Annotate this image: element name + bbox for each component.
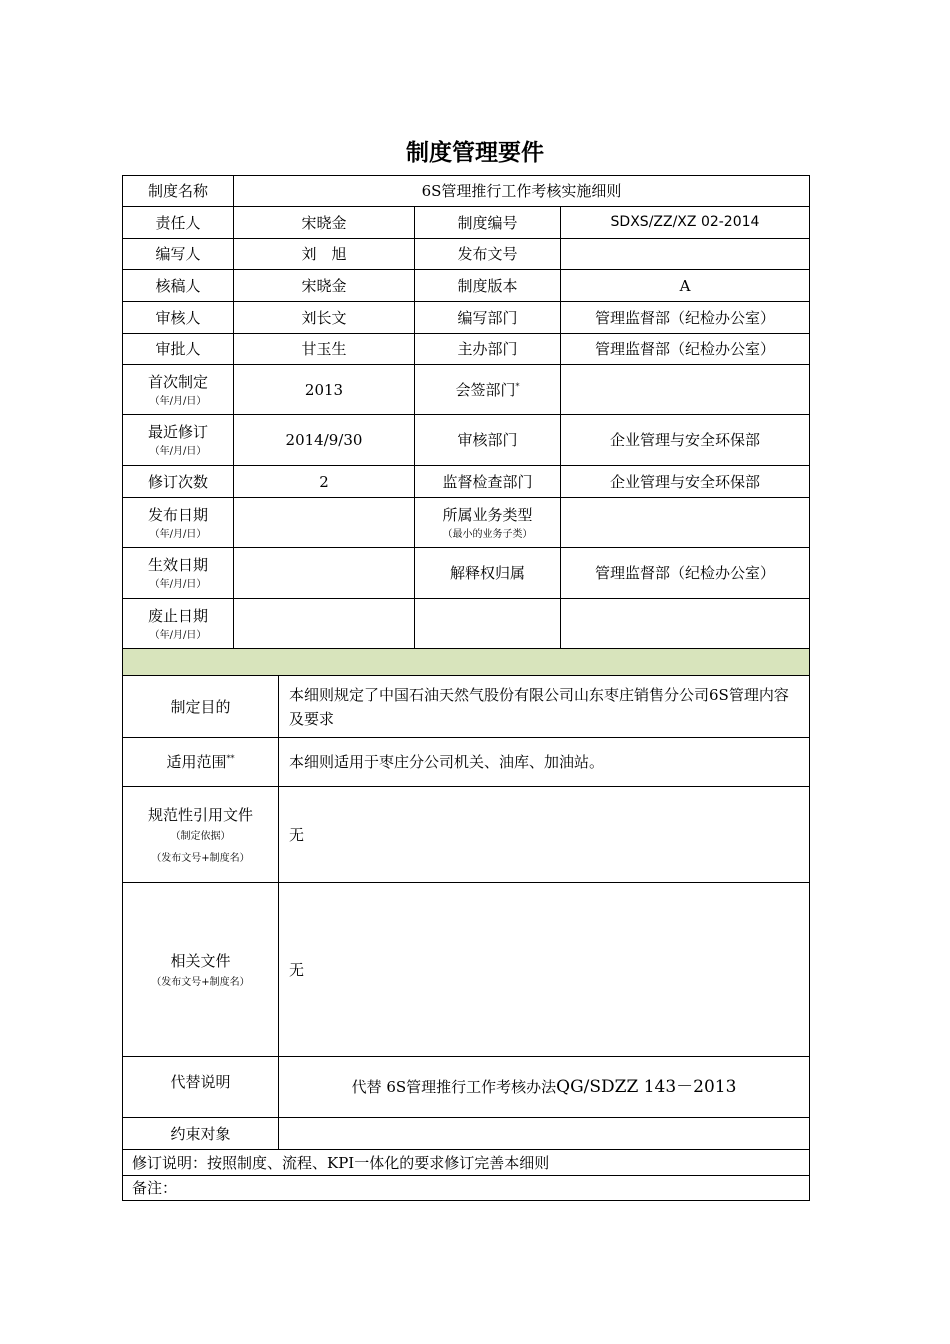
scope-label: 适用范围 bbox=[166, 753, 227, 771]
date-format-note: （年/月/日） bbox=[149, 528, 207, 540]
version-value: A bbox=[679, 276, 691, 295]
reviewer-value: 刘长文 bbox=[301, 308, 347, 327]
host-dept-label: 主办部门 bbox=[457, 340, 518, 358]
scope-value: 本细则适用于枣庄分公司机关、油库、加油站。 bbox=[289, 753, 605, 771]
proofreader-label: 核稿人 bbox=[155, 276, 201, 295]
normative-label: 规范性引用文件 bbox=[147, 805, 253, 824]
effective-date-label: 生效日期 bbox=[147, 556, 208, 574]
version-label: 制度版本 bbox=[457, 276, 518, 295]
policy-number-label: 制度编号 bbox=[457, 213, 518, 232]
scope-cell bbox=[123, 738, 278, 786]
first-made-cell bbox=[123, 365, 233, 414]
writing-dept-label: 编写部门 bbox=[457, 308, 518, 327]
effective-date-cell bbox=[123, 548, 233, 598]
approver-value: 甘玉生 bbox=[301, 340, 347, 358]
writer-label: 编写人 bbox=[155, 245, 201, 263]
business-type-cell bbox=[415, 498, 560, 547]
approver-label: 审批人 bbox=[155, 340, 201, 358]
first-made-label: 首次制定 bbox=[147, 372, 208, 391]
constraint-label: 约束对象 bbox=[170, 1124, 231, 1143]
remarks: 备注： bbox=[132, 1179, 178, 1197]
abolish-date-value bbox=[234, 599, 414, 648]
replace-value-prefix: 代替 6S管理推行工作考核办法 bbox=[351, 1077, 557, 1096]
supervise-dept-label: 监督检查部门 bbox=[442, 472, 533, 491]
constraint-value bbox=[279, 1118, 809, 1149]
countersign-cell bbox=[415, 365, 560, 414]
issue-number-label: 发布文号 bbox=[457, 245, 518, 263]
issue-number-value bbox=[561, 239, 809, 269]
last-revised-value: 2014/9/30 bbox=[285, 431, 363, 449]
date-format-note: （年/月/日） bbox=[149, 579, 207, 590]
first-made-value: 2013 bbox=[304, 380, 344, 399]
review-dept-value: 企业管理与安全环保部 bbox=[609, 431, 760, 449]
writer-value: 刘 旭 bbox=[301, 245, 347, 263]
normative-note-basis: （制定依据） bbox=[170, 830, 231, 842]
business-type-note: （最小的业务子类） bbox=[442, 528, 533, 540]
effective-date-value bbox=[234, 548, 414, 598]
replace-cell bbox=[279, 1057, 809, 1117]
review-dept-label: 审核部门 bbox=[457, 431, 518, 449]
host-dept-value: 管理监督部（纪检办公室） bbox=[594, 340, 775, 358]
abolish-date-cell bbox=[123, 599, 233, 648]
purpose-value: 本细则规定了中国石油天然气股份有限公司山东枣庄销售分公司6S管理内容及要求 bbox=[289, 685, 789, 728]
last-revised-label: 最近修订 bbox=[147, 423, 208, 441]
scope-mark: ** bbox=[226, 754, 235, 763]
publish-date-cell bbox=[123, 498, 233, 547]
table-rule bbox=[122, 648, 810, 649]
reviewer-label: 审核人 bbox=[155, 308, 201, 327]
publish-date-label: 发布日期 bbox=[147, 505, 208, 524]
date-format-note: （年/月/日） bbox=[149, 395, 207, 407]
responsible-value: 宋晓金 bbox=[301, 213, 347, 232]
interpretation-value: 管理监督部（纪检办公室） bbox=[594, 564, 775, 582]
policy-name-label: 制度名称 bbox=[147, 182, 208, 200]
policy-name-value: 6S管理推行工作考核实施细则 bbox=[421, 182, 622, 200]
table-border-right bbox=[809, 175, 810, 1201]
countersign-label: 会签部门 bbox=[455, 380, 516, 399]
countersign-mark: * bbox=[515, 381, 520, 391]
normative-cell bbox=[123, 787, 278, 882]
responsible-label: 责任人 bbox=[155, 213, 201, 232]
revision-count-value: 2 bbox=[319, 472, 329, 491]
date-format-note: （年/月/日） bbox=[149, 446, 207, 457]
policy-number-value: SDXS/ZZ/XZ 02-2014 bbox=[610, 214, 760, 231]
date-format-note: （年/月/日） bbox=[149, 629, 207, 641]
replace-value-code: QG/SDZZ 143－2013 bbox=[556, 1076, 737, 1097]
related-cell bbox=[123, 883, 278, 1056]
replace-label: 代替说明 bbox=[170, 1073, 231, 1091]
purpose-label: 制定目的 bbox=[170, 697, 231, 716]
page-title: 制度管理要件 bbox=[406, 140, 544, 166]
business-type-label: 所属业务类型 bbox=[442, 505, 533, 524]
revision-note: 修订说明：按照制度、流程、KPI一体化的要求修订完善本细则 bbox=[132, 1153, 550, 1172]
supervise-dept-value: 企业管理与安全环保部 bbox=[609, 472, 760, 491]
business-type-value bbox=[561, 498, 809, 547]
normative-value: 无 bbox=[289, 825, 305, 844]
publish-date-value bbox=[234, 498, 414, 547]
abolish-date-label: 废止日期 bbox=[147, 606, 208, 625]
related-label: 相关文件 bbox=[170, 951, 231, 970]
related-value: 无 bbox=[289, 960, 305, 979]
normative-note-format: （发布文号+制度名） bbox=[151, 852, 250, 864]
interpretation-label: 解释权归属 bbox=[449, 564, 525, 582]
last-revised-cell bbox=[123, 415, 233, 465]
related-note: （发布文号+制度名） bbox=[151, 976, 250, 988]
writing-dept-value: 管理监督部（纪检办公室） bbox=[594, 308, 775, 327]
countersign-value bbox=[561, 365, 809, 414]
revision-count-label: 修订次数 bbox=[147, 472, 208, 491]
table-border-bottom bbox=[122, 1200, 810, 1201]
section-divider-band bbox=[122, 649, 810, 675]
proofreader-value: 宋晓金 bbox=[301, 276, 347, 295]
